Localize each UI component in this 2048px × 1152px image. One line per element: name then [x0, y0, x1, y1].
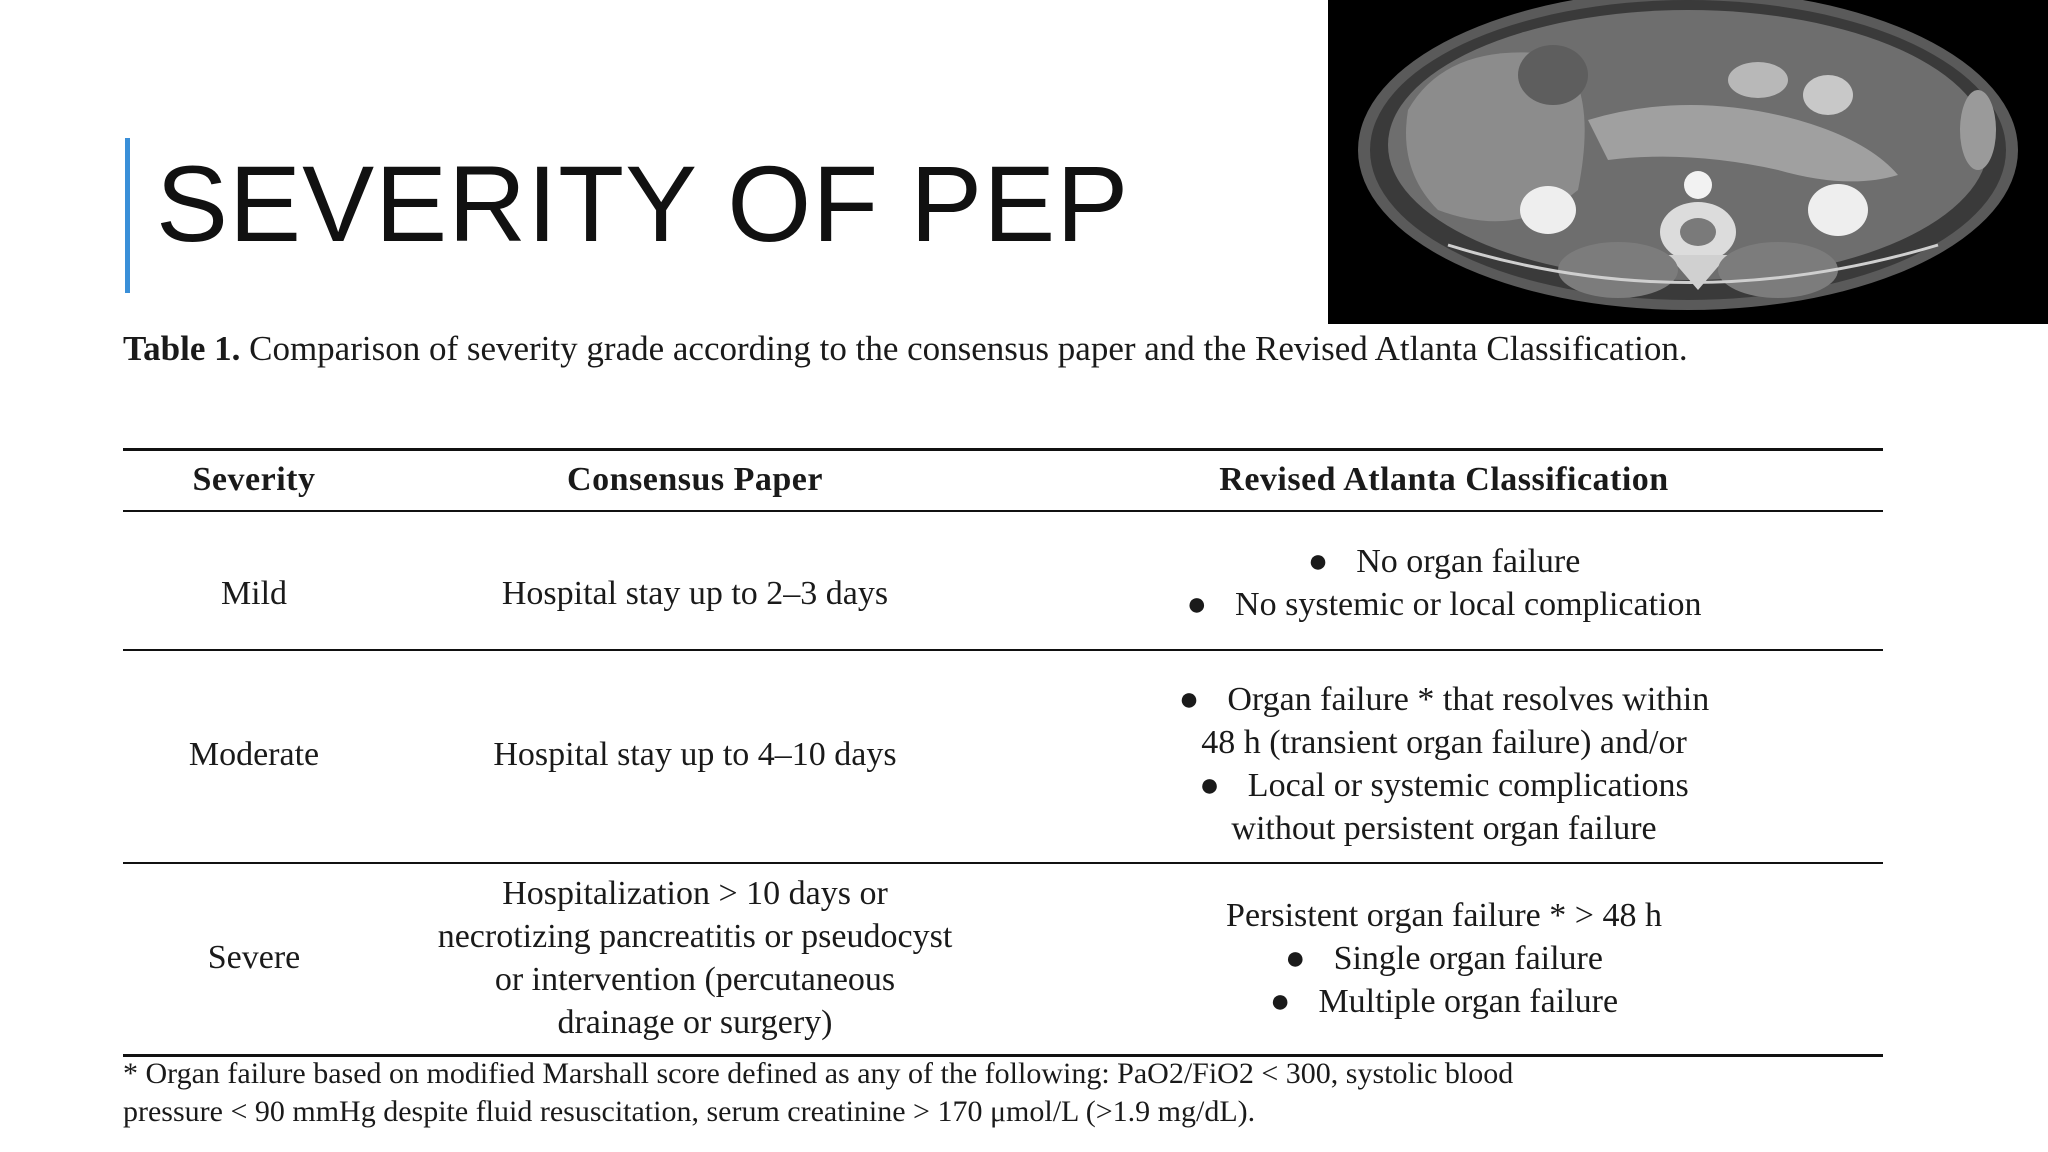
footnote-line: * Organ failure based on modified Marshall score defined as any of the following: PaO2/FiO2 < 300, systolic blood [123, 1057, 1514, 1090]
table-footnote [123, 1055, 1893, 1131]
consensus-line: or intervention (percutaneous [494, 961, 896, 998]
row-moderate-consensus: Hospital stay up to 4–10 days [493, 736, 897, 773]
row-mild-atlanta [1005, 540, 1883, 626]
header-severity: Severity [192, 461, 316, 498]
row-rule [123, 649, 1883, 651]
header-consensus: Consensus Paper [567, 461, 823, 498]
row-severe-consensus [385, 872, 1005, 1044]
consensus-line: necrotizing pancreatitis or pseudocyst [437, 918, 953, 955]
row-mild-severity: Mild [220, 575, 288, 612]
row-severe-atlanta [1005, 894, 1883, 1023]
list-item: ● Multiple organ failure [1269, 983, 1619, 1020]
header-atlanta: Revised Atlanta Classification [1219, 461, 1669, 498]
header-rule [123, 510, 1883, 512]
row-severe-severity: Severe [207, 939, 301, 976]
ct-scan-image [1328, 0, 2048, 324]
list-item: ● Organ failure * that resolves within [1178, 681, 1710, 718]
list-item: ● Local or systemic complications [1199, 767, 1689, 804]
table-caption [123, 324, 1883, 373]
consensus-line: drainage or surgery) [557, 1004, 833, 1041]
list-item-continuation: without persistent organ failure [1231, 810, 1657, 847]
list-heading: Persistent organ failure * > 48 h [1226, 897, 1662, 934]
row-rule [123, 862, 1883, 864]
row-moderate-atlanta [1005, 678, 1883, 850]
row-mild-consensus: Hospital stay up to 2–3 days [501, 575, 889, 612]
table-top-rule [123, 448, 1883, 451]
consensus-line: Hospitalization > 10 days or [502, 875, 888, 912]
footnote-line: pressure < 90 mmHg despite fluid resuscitation, serum creatinine > 170 μmol/L (>1.9 mg/dL). [123, 1095, 1256, 1128]
row-moderate-severity: Moderate [188, 736, 320, 773]
list-item-continuation: 48 h (transient organ failure) and/or [1201, 724, 1687, 761]
slide-title: SEVERITY OF PEP [156, 143, 1130, 264]
list-item: ● Single organ failure [1285, 940, 1603, 977]
caption-text: Comparison of severity grade according to the consensus paper and the Revised Atlanta Classification. [249, 329, 1688, 368]
list-item: ● No organ failure [1307, 543, 1581, 580]
caption-label: Table 1. [123, 329, 241, 368]
title-accent-bar [125, 138, 130, 293]
list-item: ● No systemic or local complication [1186, 586, 1702, 623]
